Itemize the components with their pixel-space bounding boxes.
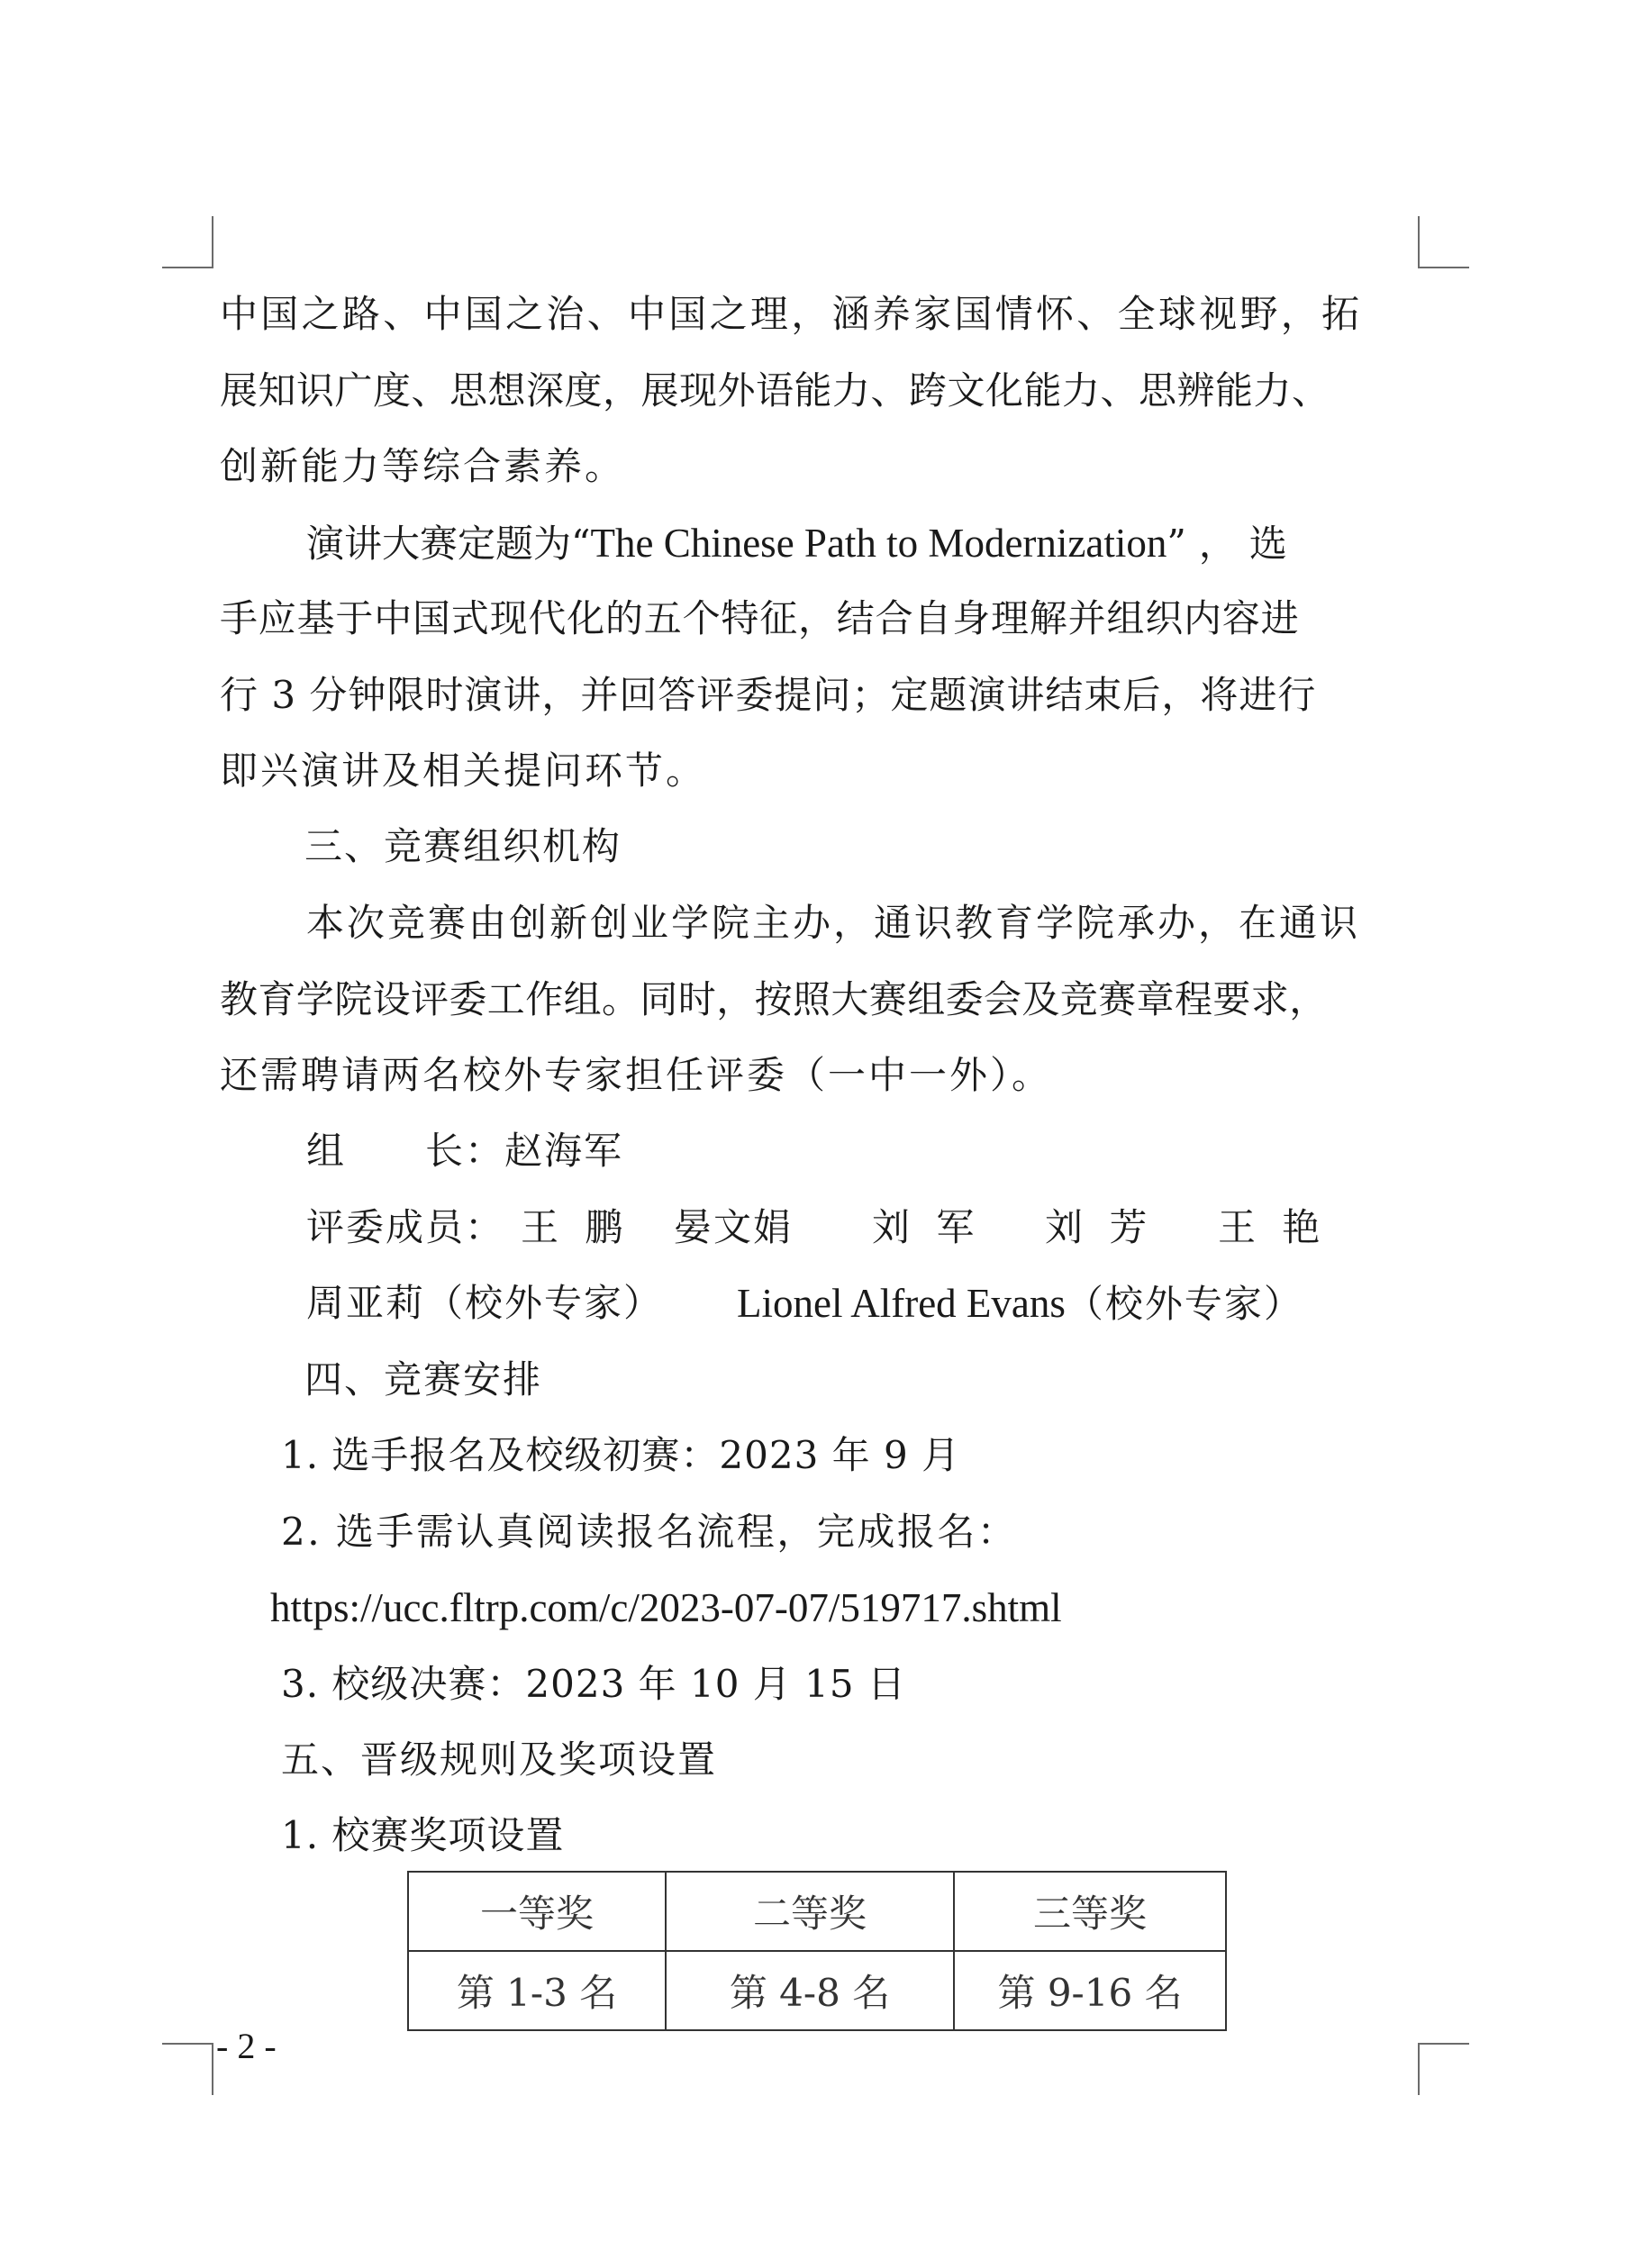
schedule-item-3: 3. 校级决赛：2023 年 10 月 15 日 (281, 1662, 906, 1706)
paragraph-1-line-1: 中国之路、中国之治、中国之理，涵养家国情怀、全球视野，拓 (220, 292, 1363, 336)
paragraph-1-line-2: 展知识广度、思想深度，展现外语能力、跨文化能力、思辨能力、 (220, 368, 1330, 413)
awards-table (407, 1871, 1227, 2031)
rank-first-prize: 第 1-3 名 (408, 1951, 666, 2030)
rank-third-prize: 第 9-16 名 (954, 1951, 1226, 2030)
paragraph-2-line-1 (306, 516, 1300, 571)
external-expert-2-note: （校外专家） (1065, 1282, 1303, 1326)
section-3-line-1: 本次竞赛由创新创业学院主办，通识教育学院承办，在通识 (306, 901, 1361, 945)
paragraph-2-line-2: 手应基于中国式现代化的五个特征，结合自身理解并组织内容进 (220, 596, 1300, 640)
crop-mark-bottom-right-h (1418, 2043, 1469, 2045)
crop-mark-bottom-right-v (1418, 2043, 1420, 2095)
member-2: 晏文娟 (674, 1205, 794, 1249)
awards-rank-row (408, 1951, 1226, 2030)
leader-label: 组 长： (306, 1129, 505, 1173)
crop-mark-top-right-h (1418, 267, 1469, 268)
paragraph-2-line-4: 即兴演讲及相关提问环节。 (220, 748, 707, 793)
award-first-prize: 一等奖 (408, 1872, 666, 1951)
page-number: - 2 - (216, 2026, 277, 2066)
leader-line (306, 1124, 623, 1178)
paragraph-1-line-3: 创新能力等综合素养。 (220, 444, 626, 488)
external-expert-1: 周亚莉（校外专家） (306, 1281, 664, 1325)
member-5: 王 艳 (1218, 1205, 1328, 1249)
members-line (306, 1201, 504, 1255)
crop-mark-top-right-v (1418, 216, 1420, 268)
crop-mark-top-left-h (162, 267, 213, 268)
section-5-heading: 五、晋级规则及奖项设置 (281, 1737, 718, 1782)
crop-mark-bottom-left-h (162, 2043, 213, 2045)
award-third-prize: 三等奖 (954, 1872, 1226, 1951)
schedule-item-1: 1. 选手报名及校级初赛：2023 年 9 月 (281, 1433, 961, 1477)
member-3: 刘 军 (872, 1205, 982, 1249)
paragraph-2-line-3: 行 3 分钟限时演讲，并回答评委提问；定题演讲结束后，将进行 (220, 673, 1317, 717)
award-second-prize: 二等奖 (666, 1872, 954, 1951)
schedule-item-2: 2. 选手需认真阅读报名流程，完成报名： (281, 1510, 1018, 1554)
crop-mark-top-left-v (212, 216, 213, 268)
rank-second-prize: 第 4-8 名 (666, 1951, 954, 2030)
external-expert-2 (737, 1276, 1303, 1331)
section-3-line-2: 教育学院设评委工作组。同时，按照大赛组委会及竞赛章程要求， (220, 977, 1328, 1021)
speech-topic-title: The Chinese Path to Modernization (590, 521, 1167, 566)
awards-subheading: 1. 校赛奖项设置 (281, 1813, 565, 1857)
registration-url[interactable]: https://ucc.fltrp.com/c/2023-07-07/519717.shtml (270, 1585, 1062, 1630)
section-4-heading: 四、竞赛安排 (304, 1357, 543, 1402)
section-3-heading: 三、竞赛组织机构 (304, 824, 622, 868)
leader-name: 赵海军 (504, 1129, 624, 1173)
crop-mark-bottom-left-v (212, 2043, 213, 2095)
awards-header-row (408, 1872, 1226, 1951)
paragraph-2-prefix: 演讲大赛定题为“ (306, 522, 591, 566)
external-expert-2-name: Lionel Alfred Evans (737, 1281, 1066, 1326)
paragraph-2-suffix: ”，选 (1167, 522, 1300, 566)
member-4: 刘 芳 (1045, 1205, 1155, 1249)
member-1: 王 鹏 (521, 1205, 631, 1249)
members-label: 评委成员： (306, 1205, 505, 1249)
section-3-line-3: 还需聘请两名校外专家担任评委（一中一外）。 (220, 1053, 1053, 1097)
